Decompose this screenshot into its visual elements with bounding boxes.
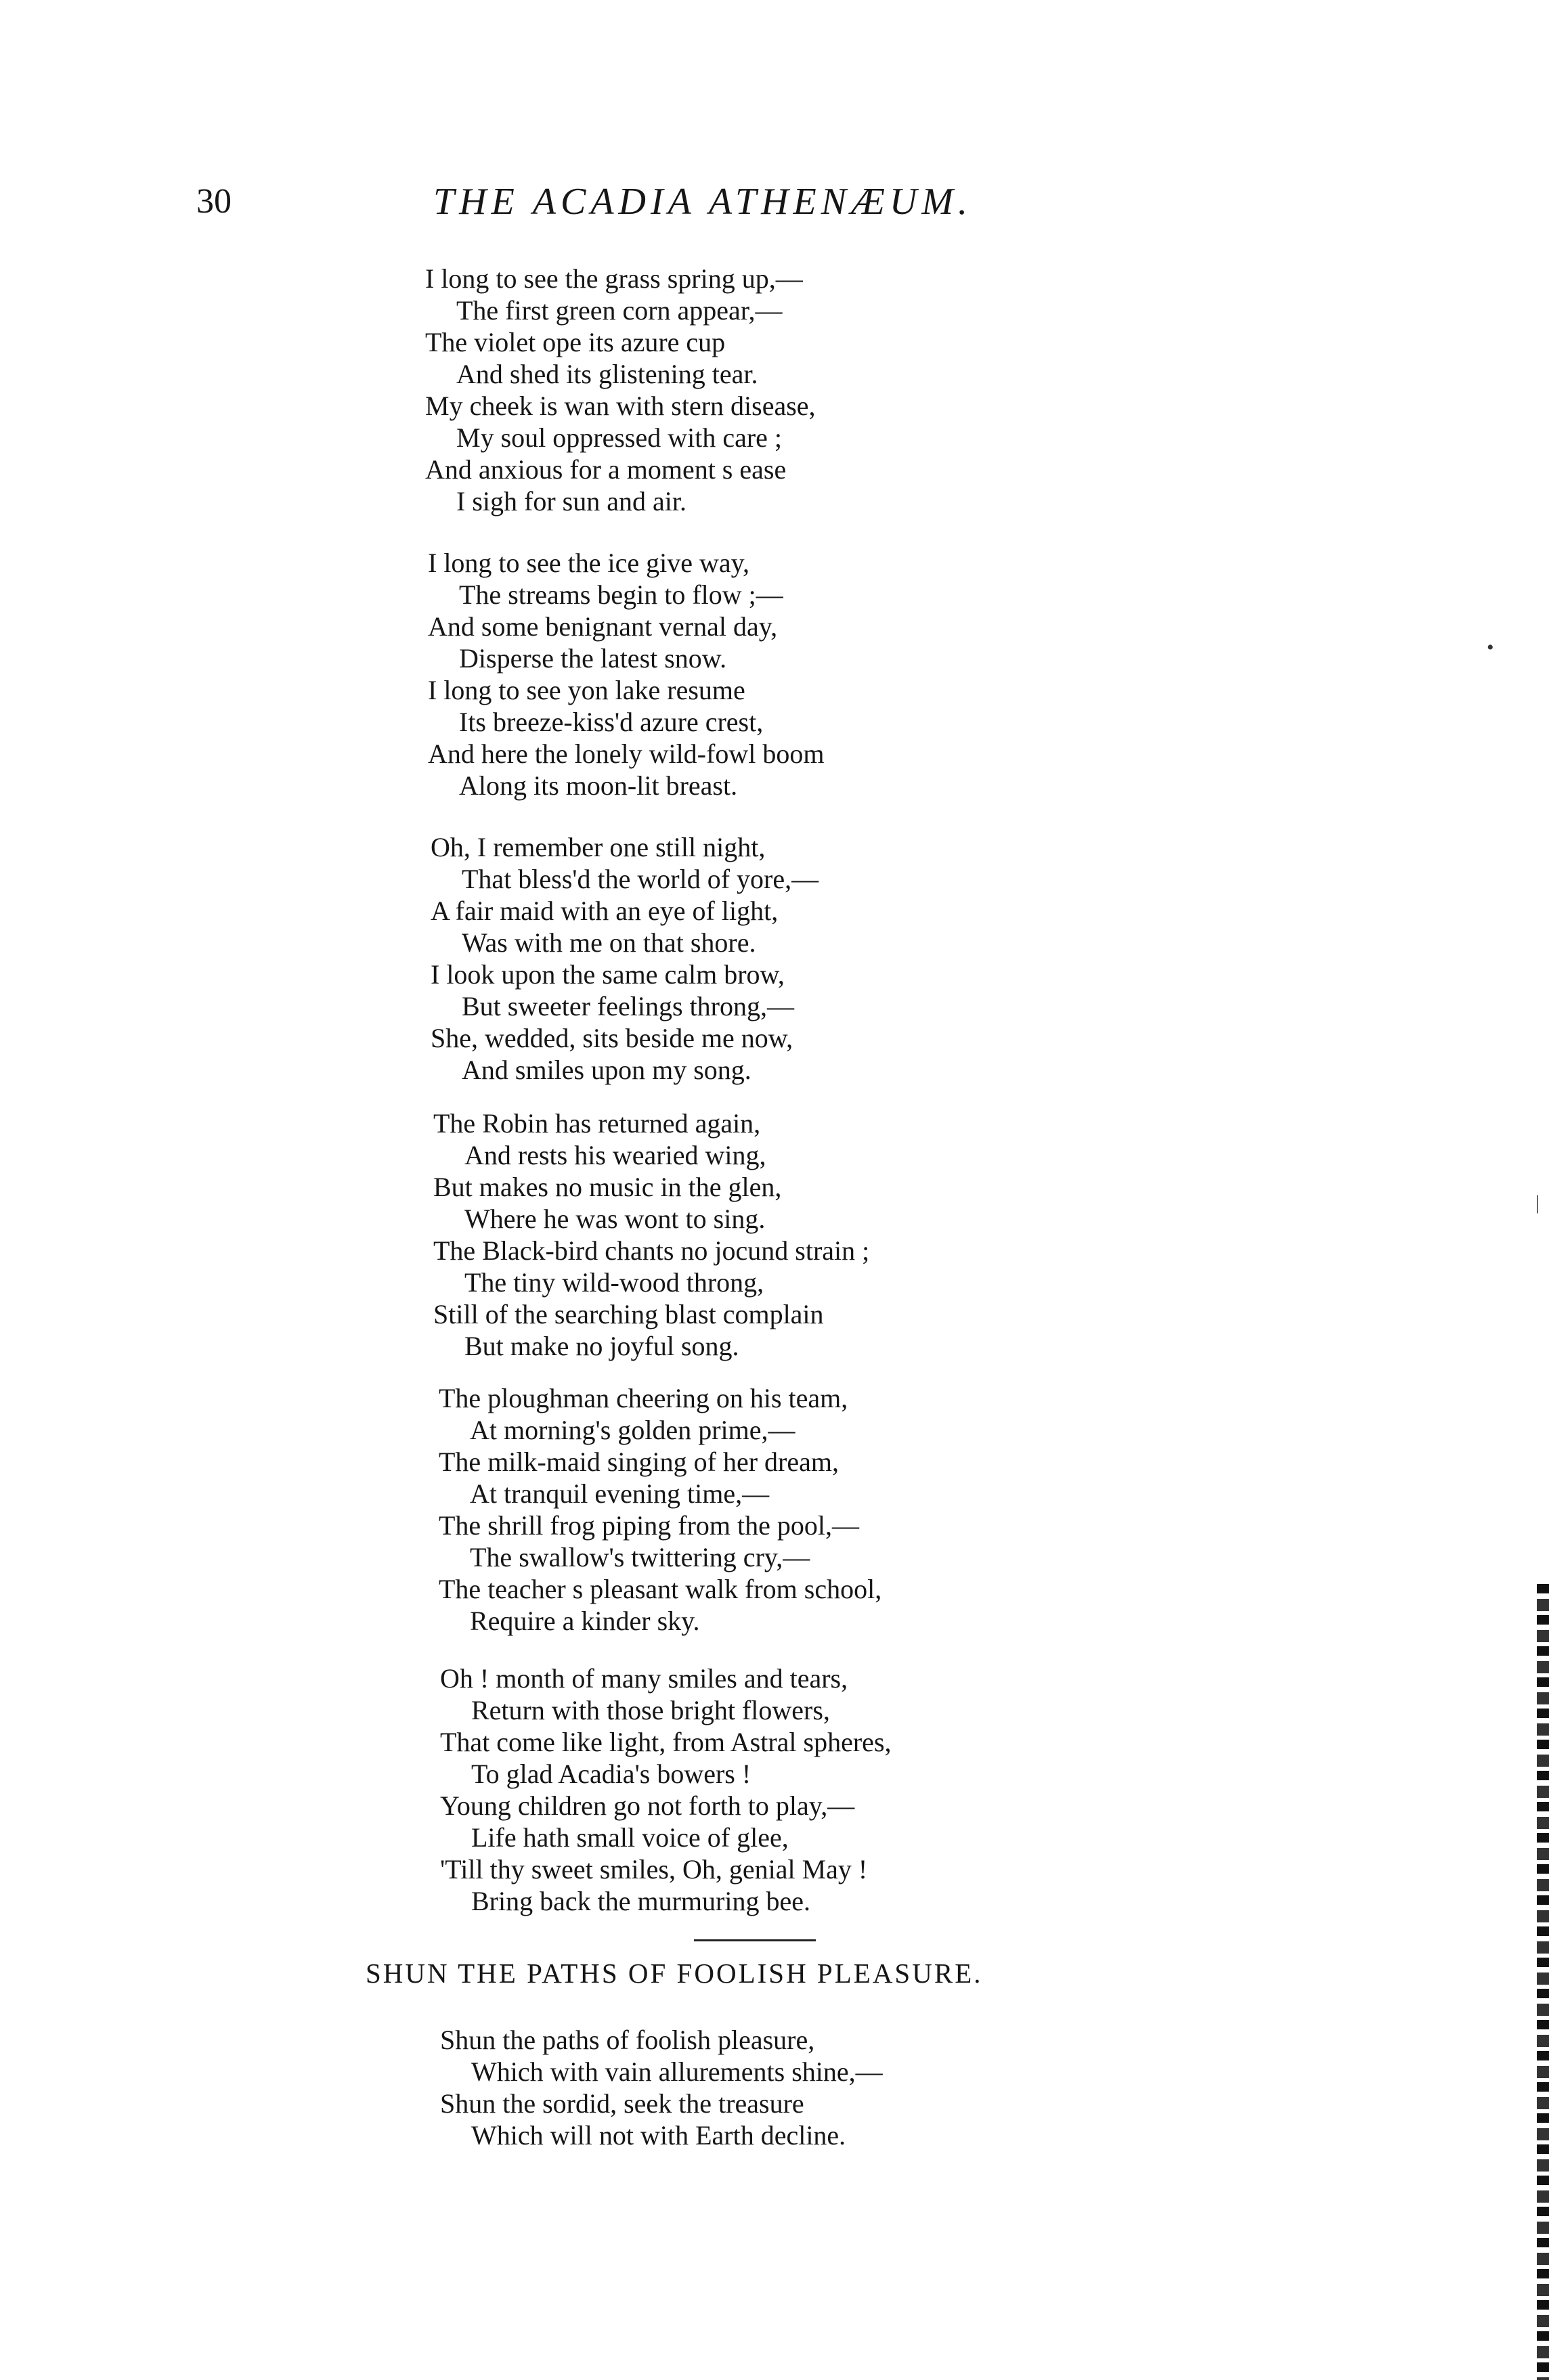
poem-line: Along its moon-lit breast.	[459, 770, 738, 801]
binding-edge-noise	[1537, 1584, 1549, 2380]
poem-line: My cheek is wan with stern disease,	[425, 391, 816, 421]
section-divider	[694, 1939, 816, 1941]
poem-line: Return with those bright flowers,	[471, 1695, 830, 1725]
poem-line: To glad Acadia's bowers !	[471, 1759, 751, 1789]
poem-line: 'Till thy sweet smiles, Oh, genial May !	[440, 1854, 868, 1885]
poem-line: Require a kinder sky.	[470, 1606, 700, 1636]
poem-line: And rests his wearied wing,	[464, 1140, 766, 1170]
poem-stanza	[428, 547, 824, 801]
poem-line: But make no joyful song.	[464, 1331, 739, 1361]
poem-line: The violet ope its azure cup	[425, 327, 726, 357]
poem-line: The swallow's twittering cry,—	[470, 1542, 810, 1572]
poem-line: And here the lonely wild-fowl boom	[428, 739, 825, 769]
poem-line: I look upon the same calm brow,	[431, 959, 785, 990]
poem-line: Oh, I remember one still night,	[431, 832, 766, 862]
poem-line: The ploughman cheering on his team,	[439, 1383, 848, 1413]
poem-line: My soul oppressed with care ;	[456, 422, 783, 453]
poem-line: And shed its glistening tear.	[456, 359, 758, 389]
poem-line: The Black-bird chants no jocund strain ;	[433, 1235, 870, 1266]
poem-stanza	[433, 1107, 869, 1362]
running-title: THE ACADIA ATHENÆUM.	[433, 181, 972, 223]
poem-line: Shun the sordid, seek the treasure	[440, 2088, 804, 2119]
poem-line: And smiles upon my song.	[462, 1055, 751, 1085]
poem-line: But sweeter feelings throng,—	[462, 991, 794, 1021]
poem-line: Young children go not forth to play,—	[440, 1790, 855, 1821]
poem-line: That bless'd the world of yore,—	[462, 864, 819, 894]
page-number: 30	[196, 182, 232, 221]
poem-line: Its breeze-kiss'd azure crest,	[459, 707, 764, 737]
poem-line: Was with me on that shore.	[462, 927, 756, 958]
poem-line: The streams begin to flow ;—	[459, 579, 783, 610]
poem-line: She, wedded, sits beside me now,	[431, 1023, 793, 1053]
poem-line: The Robin has returned again,	[433, 1108, 761, 1139]
poem-line: The teacher s pleasant walk from school,	[439, 1574, 882, 1604]
poem-stanza	[425, 263, 816, 517]
poem-line: Oh ! month of many smiles and tears,	[440, 1663, 848, 1694]
poem-line: The first green corn appear,—	[456, 295, 783, 326]
scan-speck: •	[1487, 636, 1494, 659]
poem-line: Where he was wont to sing.	[464, 1204, 766, 1234]
poem-line: I long to see the grass spring up,—	[425, 263, 803, 294]
section-heading: SHUN THE PATHS OF FOOLISH PLEASURE.	[366, 1958, 983, 1989]
poem-stanza	[439, 1382, 881, 1637]
poem-line: But makes no music in the glen,	[433, 1172, 782, 1202]
poem-line: Disperse the latest snow.	[459, 643, 727, 674]
scan-speck: |	[1535, 1191, 1540, 1214]
poem-line: And some benignant vernal day,	[428, 611, 778, 642]
poem-line: Life hath small voice of glee,	[471, 1822, 789, 1853]
poem-line: The tiny wild-wood throng,	[464, 1267, 764, 1298]
poem-line: I long to see yon lake resume	[428, 675, 745, 705]
poem-line: Shun the paths of foolish pleasure,	[440, 2025, 815, 2055]
poem-line: A fair maid with an eye of light,	[431, 896, 779, 926]
poem-line: And anxious for a moment s ease	[425, 454, 787, 485]
poem-line: At morning's golden prime,—	[470, 1415, 795, 1445]
poem-stanza	[431, 831, 819, 1086]
poem-line: Still of the searching blast complain	[433, 1299, 824, 1329]
poem-line: At tranquil evening time,—	[470, 1478, 770, 1509]
poem-stanza	[440, 1662, 892, 1917]
poem-line: I long to see the ice give way,	[428, 548, 750, 578]
poem-line: The shrill frog piping from the pool,—	[439, 1510, 860, 1541]
poem-line: I sigh for sun and air.	[456, 486, 686, 516]
poem-line: Bring back the murmuring bee.	[471, 1886, 810, 1916]
poem-line: The milk-maid singing of her dream,	[439, 1447, 839, 1477]
poem-line: That come like light, from Astral spheres,	[440, 1727, 892, 1757]
poem-stanza	[440, 2024, 883, 2151]
poem-line: Which with vain allurements shine,—	[471, 2056, 883, 2087]
poem-line: Which will not with Earth decline.	[471, 2120, 846, 2151]
